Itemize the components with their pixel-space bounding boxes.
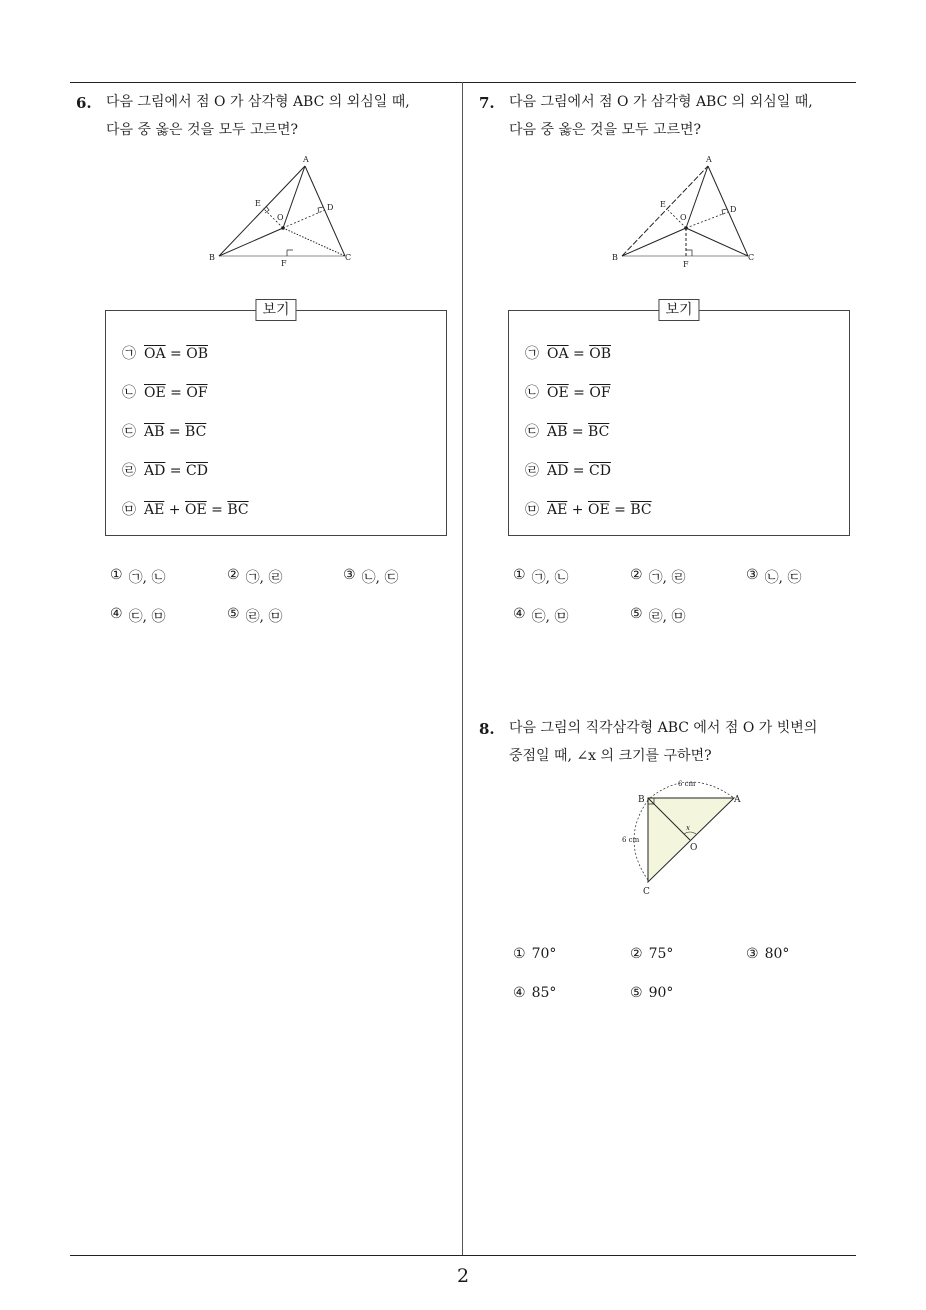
label-O: O [680,213,687,222]
choice-4[interactable]: ④ 85° [513,985,557,1001]
bottom-rule [70,1255,856,1256]
label-B: B [638,795,645,805]
bogi-item: ㉠ $\overline{OA} = \overline{OB}$ [122,346,208,362]
choice-5[interactable]: ⑤ 90° [630,985,674,1001]
question-number: 7. [479,94,495,112]
bogi-item: ㉤ $\overline{AE} + \overline{OE} = \overline{BC}$ [525,502,652,518]
right-triangle-figure [610,772,760,902]
bogi-item: ㉢ $\overline{AB} = \overline{BC}$ [122,424,207,440]
label-A: A [706,155,712,164]
bogi-item: ㉠ $\overline{OA} = \overline{OB}$ [525,346,611,362]
choice-2[interactable]: ② ㉠, ㉣ [630,567,686,586]
label-x: x [686,824,690,832]
circumcenter-figure [205,150,365,270]
label-top-length: 6 cm [678,780,696,788]
top-rule [70,82,856,83]
bogi-item: ㉡ $\overline{OE} = \overline{OF}$ [122,385,208,401]
question-text: 다음 그림의 직각삼각형 ABC 에서 점 O 가 빗변의 중점일 때, ∠x 의 크기를 구하면? [509,720,818,764]
bogi-item: ㉤ $\overline{AE} + \overline{OE} = \overline{BC}$ [122,502,249,518]
bogi-item: ㉣ $\overline{AD} = \overline{CD}$ [525,463,611,479]
choice-2[interactable]: ② 75° [630,946,674,962]
bogi-item: ㉣ $\overline{AD} = \overline{CD}$ [122,463,208,479]
bogi-box [105,302,447,536]
label-O: O [277,213,284,222]
choice-4[interactable]: ④ ㉢, ㉤ [110,606,166,625]
question-text: 다음 그림에서 점 O 가 삼각형 ABC 의 외심일 때, 다음 중 옳은 것을 모두 고르면? [509,94,813,138]
bogi-title: 보기 [255,299,296,321]
label-left-length: 6 cm [622,836,640,844]
choice-4[interactable]: ④ ㉢, ㉤ [513,606,569,625]
choice-3[interactable]: ③ 80° [746,946,790,962]
question-number: 8. [479,720,495,738]
label-D: D [730,205,737,214]
choice-3[interactable]: ③ ㉡, ㉢ [343,567,399,586]
choice-5[interactable]: ⑤ ㉣, ㉤ [630,606,686,625]
question-number: 6. [76,94,92,112]
label-A: A [734,795,741,805]
label-A: A [303,155,309,164]
choice-1[interactable]: ① 70° [513,946,557,962]
bogi-item: ㉢ $\overline{AB} = \overline{BC}$ [525,424,610,440]
label-B: B [612,253,618,262]
bogi-item: ㉡ $\overline{OE} = \overline{OF}$ [525,385,611,401]
label-E: E [255,199,261,208]
label-F: F [683,260,689,269]
choice-1[interactable]: ① ㉠, ㉡ [513,567,569,586]
label-B: B [209,253,215,262]
label-D: D [327,203,334,212]
page-number: 2 [456,1265,470,1287]
column-divider [462,82,463,1256]
label-F: F [281,259,287,268]
bogi-box [508,302,850,536]
label-O: O [690,843,698,853]
label-E: E [660,200,666,209]
circumcenter-figure [608,150,768,270]
label-C: C [345,253,352,262]
label-C: C [748,253,755,262]
label-C: C [643,887,650,897]
choice-5[interactable]: ⑤ ㉣, ㉤ [227,606,283,625]
question-text: 다음 그림에서 점 O 가 삼각형 ABC 의 외심일 때, 다음 중 옳은 것을 모두 고르면? [106,94,410,138]
choice-1[interactable]: ① ㉠, ㉡ [110,567,166,586]
choice-3[interactable]: ③ ㉡, ㉢ [746,567,802,586]
choice-2[interactable]: ② ㉠, ㉣ [227,567,283,586]
bogi-title: 보기 [658,299,699,321]
